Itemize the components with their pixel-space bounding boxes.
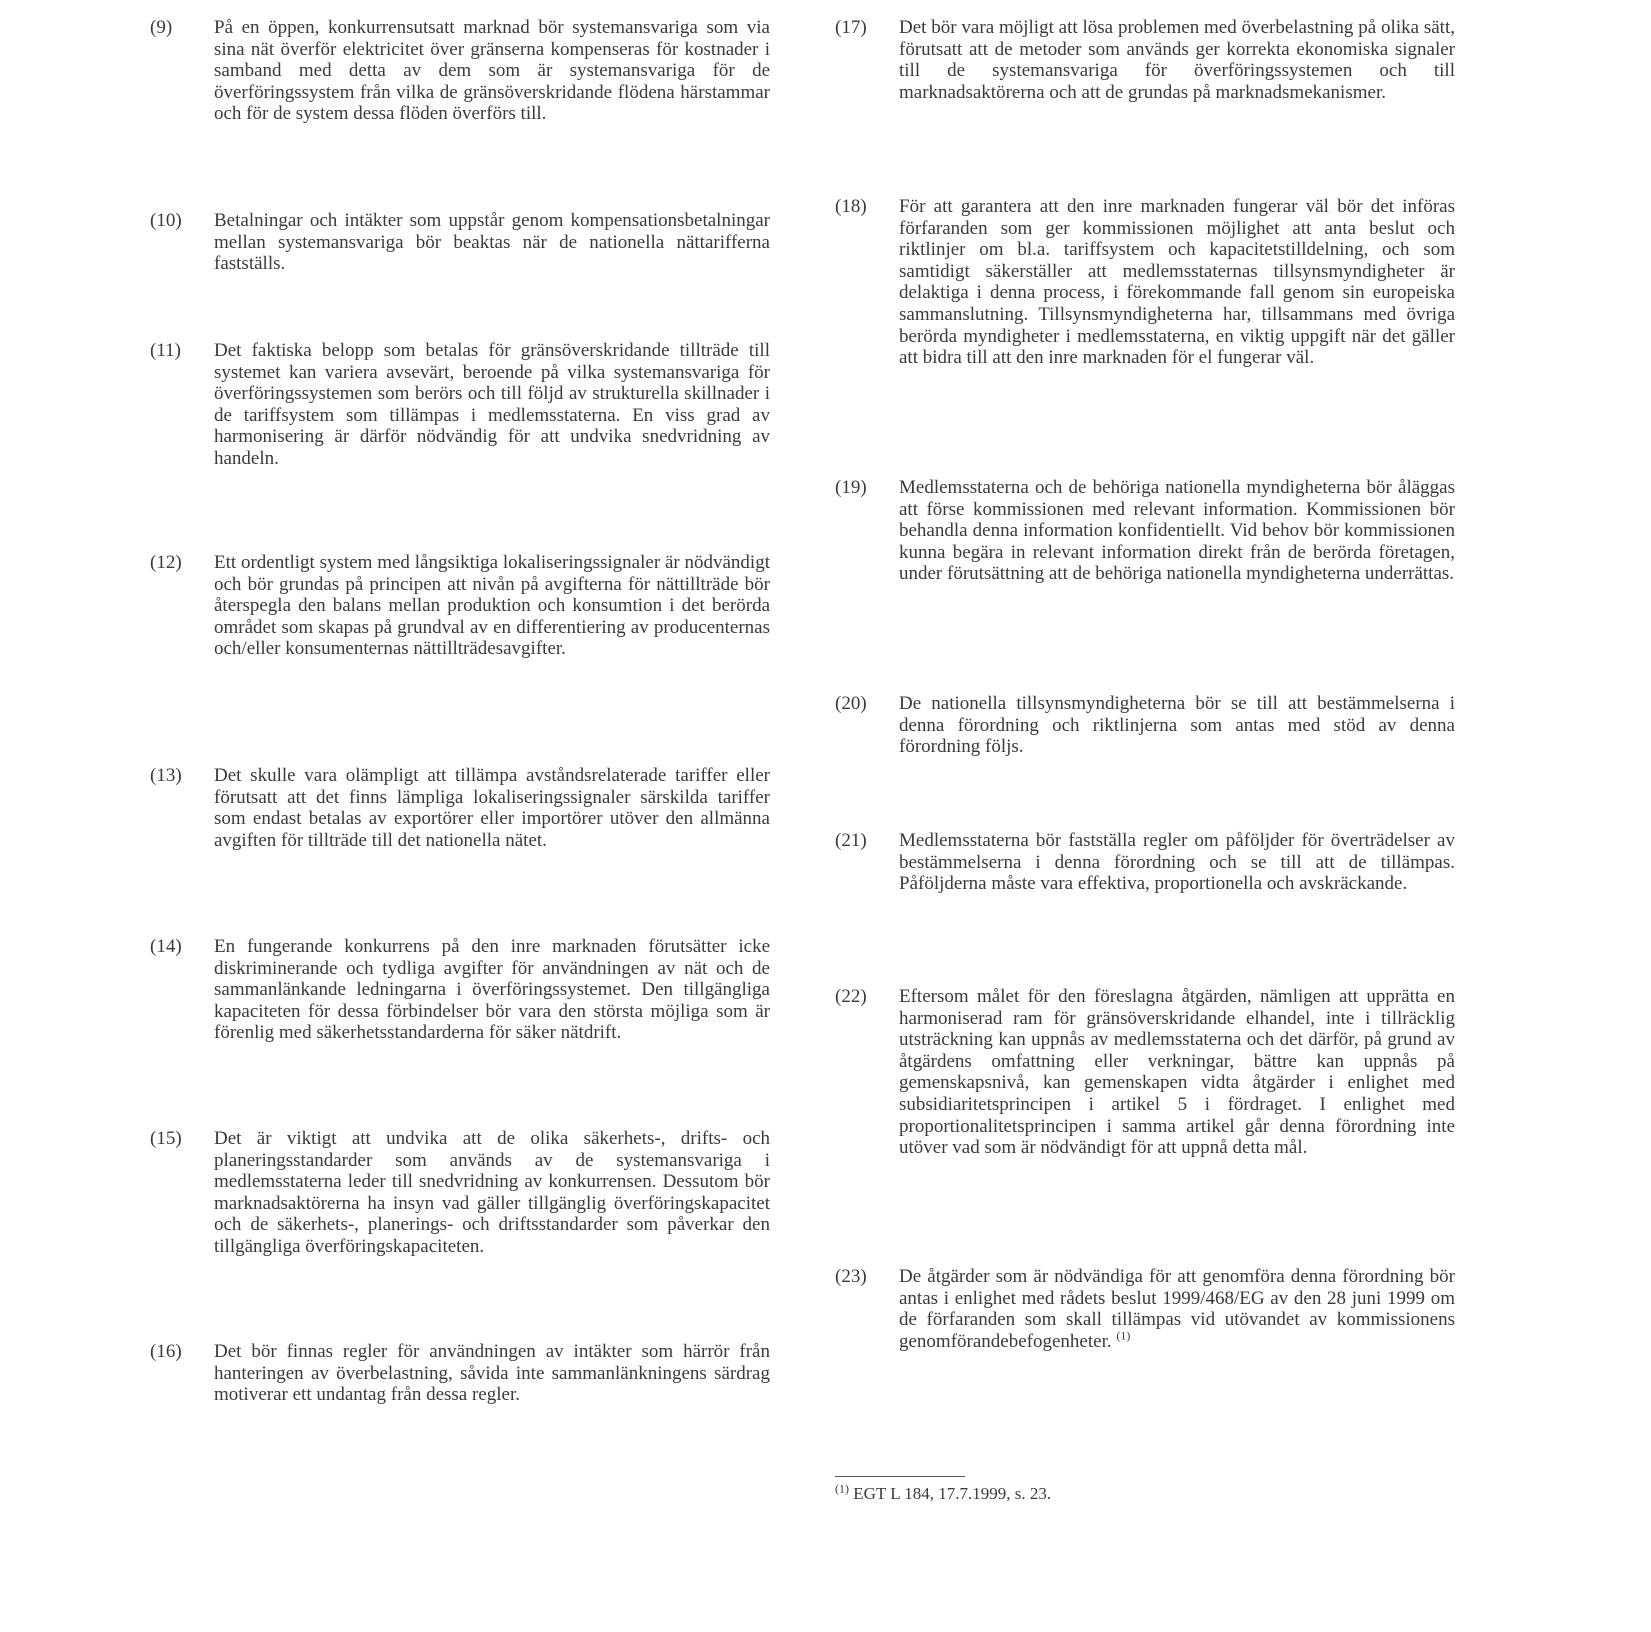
recital-text: Det faktiska belopp som betalas för gränsöverskridande tillträde till systemet kan variera avsevärt, beroende på vilka systemansvariga för överföringssystemen som berörs och till följd av strukturella skillnader i de tariffsystem som tillämpas i medlemsstaterna. En viss grad av harmonisering är därför nödvändig för att undvika snedvridning av handeln. bbox=[214, 340, 770, 469]
footnote bbox=[835, 1481, 1052, 1504]
footnote-divider bbox=[835, 1476, 965, 1477]
recital-text: Det bör vara möjligt att lösa problemen med överbelastning på olika sätt, förutsatt att de metoder som används ger korrekta ekonomiska signaler till de systemansvariga för överföringssystemen och till marknadsaktörerna och att de grundas på marknadsmekanismer. bbox=[899, 17, 1455, 103]
recital-text: På en öppen, konkurrensutsatt marknad bör systemansvariga som via sina nät överför elektricitet över gränserna kompenseras för kostnader i samband med detta av dem som är systemansvariga för de överföringssystem från vilka de gränsöverskridande flödena härstammar och för de system dessa flöden överförs till. bbox=[214, 17, 770, 125]
recital-text: För att garantera att den inre marknaden fungerar väl bör det införas förfaranden som ger kommissionen möjlighet att anta beslut och riktlinjer om bl.a. tariffsystem och kapacitetstilldelning, och som samtidigt säkerställer att medlemsstaternas tillsynsmyndigheter är delaktiga i denna process, i förekommande fall genom sin europeiska sammanslutning. Tillsynsmyndigheterna har, tillsammans med övriga berörda myndigheter i medlemsstaterna, en viktig uppgift när det gäller att bidra till att den inre marknaden för el fungerar väl. bbox=[899, 196, 1455, 369]
recital-text bbox=[899, 1266, 1455, 1352]
recital-number: (11) bbox=[150, 340, 181, 361]
recital-text: Det är viktigt att undvika att de olika säkerhets-, drifts- och planeringsstandarder som används av de systemansvariga i medlemsstaterna leder till snedvridning av konkurrensen. Dessutom bör marknadsaktörerna ha insyn vad gäller tillgänglig överföringskapacitet och de säkerhets-, planerings- och driftsstandarder som påverkar den tillgängliga överföringskapaciteten. bbox=[214, 1128, 770, 1257]
recital-text: Medlemsstaterna och de behöriga nationella myndigheterna bör åläggas att förse kommissionen med relevant information. Kommissionen bör behandla denna information konfidentiellt. Vid behov bör kommissionen kunna begära in relevant information direkt från de berörda företagen, under förutsättning att de behöriga nationella myndigheterna underrättas. bbox=[899, 477, 1455, 585]
recital-text: Betalningar och intäkter som uppstår genom kompensationsbetalningar mellan systemansvariga bör beaktas när de nationella nättarifferna fastställs. bbox=[214, 210, 770, 275]
recital-text: De nationella tillsynsmyndigheterna bör se till att bestämmelserna i denna förordning och riktlinjerna som antas med stöd av denna förordning följs. bbox=[899, 693, 1455, 758]
recital-text: En fungerande konkurrens på den inre marknaden förutsätter icke diskriminerande och tydliga avgifter för användningen av nät och de sammanlänkande ledningarna i överföringssystemet. Den tillgängliga kapaciteten för dessa förbindelser bör vara den största möjliga som är förenlig med säkerhetsstandarderna för säker nätdrift. bbox=[214, 936, 770, 1044]
recital-number: (16) bbox=[150, 1341, 182, 1362]
recital-text: Det bör finnas regler för användningen av intäkter som härrör från hanteringen av överbelastning, såvida inte sammanlänkningens särdrag motiverar ett undantag från dessa regler. bbox=[214, 1341, 770, 1406]
recital-number: (9) bbox=[150, 17, 173, 38]
footnote-reference: (1) bbox=[1116, 1328, 1131, 1343]
recital-text: Det skulle vara olämpligt att tillämpa avståndsrelaterade tariffer eller förutsatt att det finns lämpliga lokaliseringssignaler särskilda tariffer som endast betalas av exportörer eller importörer utöver den allmänna avgiften för tillträde till det nationella nätet. bbox=[214, 765, 770, 851]
recital-number: (18) bbox=[835, 196, 867, 217]
recital-text: Medlemsstaterna bör fastställa regler om påföljder för överträdelser av bestämmelserna i denna förordning och se till att de tillämpas. Påföljderna måste vara effektiva, proportionella och avskräckande. bbox=[899, 830, 1455, 895]
recital-number: (20) bbox=[835, 693, 867, 714]
recital-number: (17) bbox=[835, 17, 867, 38]
footnote-text: EGT L 184, 17.7.1999, s. 23. bbox=[853, 1484, 1052, 1503]
recital-number: (19) bbox=[835, 477, 867, 498]
recital-number: (14) bbox=[150, 936, 182, 957]
recital-text-body: De åtgärder som är nödvändiga för att genomföra denna förordning bör antas i enlighet med rådets beslut 1999/468/EG av den 28 juni 1999 om de förfaranden som skall tillämpas vid utövandet av kommissionens genomförandebefogenheter. bbox=[899, 1266, 1455, 1352]
recital-number: (13) bbox=[150, 765, 182, 786]
recital-number: (23) bbox=[835, 1266, 867, 1287]
footnote-marker: (1) bbox=[835, 1481, 849, 1496]
recital-number: (21) bbox=[835, 830, 867, 851]
recital-number: (22) bbox=[835, 986, 867, 1007]
recital-number: (12) bbox=[150, 552, 182, 573]
recital-number: (10) bbox=[150, 210, 182, 231]
recital-number: (15) bbox=[150, 1128, 182, 1149]
recital-text: Eftersom målet för den föreslagna åtgärden, nämligen att upprätta en harmoniserad ram för gränsöverskridande elhandel, inte i tillräcklig utsträckning kan uppnås av medlemsstaterna och det därför, på grund av åtgärdens omfattning eller verkningar, bättre kan uppnås på gemenskapsnivå, kan gemenskapen vidta åtgärder i enlighet med subsidiaritetsprincipen i artikel 5 i fördraget. I enlighet med proportionalitetsprincipen i samma artikel går denna förordning inte utöver vad som är nödvändigt för att uppnå detta mål. bbox=[899, 986, 1455, 1159]
recital-text: Ett ordentligt system med långsiktiga lokaliseringssignaler är nödvändigt och bör grundas på principen att nivån på avgifterna för nättillträde bör återspegla den balans mellan produktion och konsumtion i det berörda området som skapas på grundval av en differentiering av producenternas och/eller konsumenternas nättillträdesavgifter. bbox=[214, 552, 770, 660]
